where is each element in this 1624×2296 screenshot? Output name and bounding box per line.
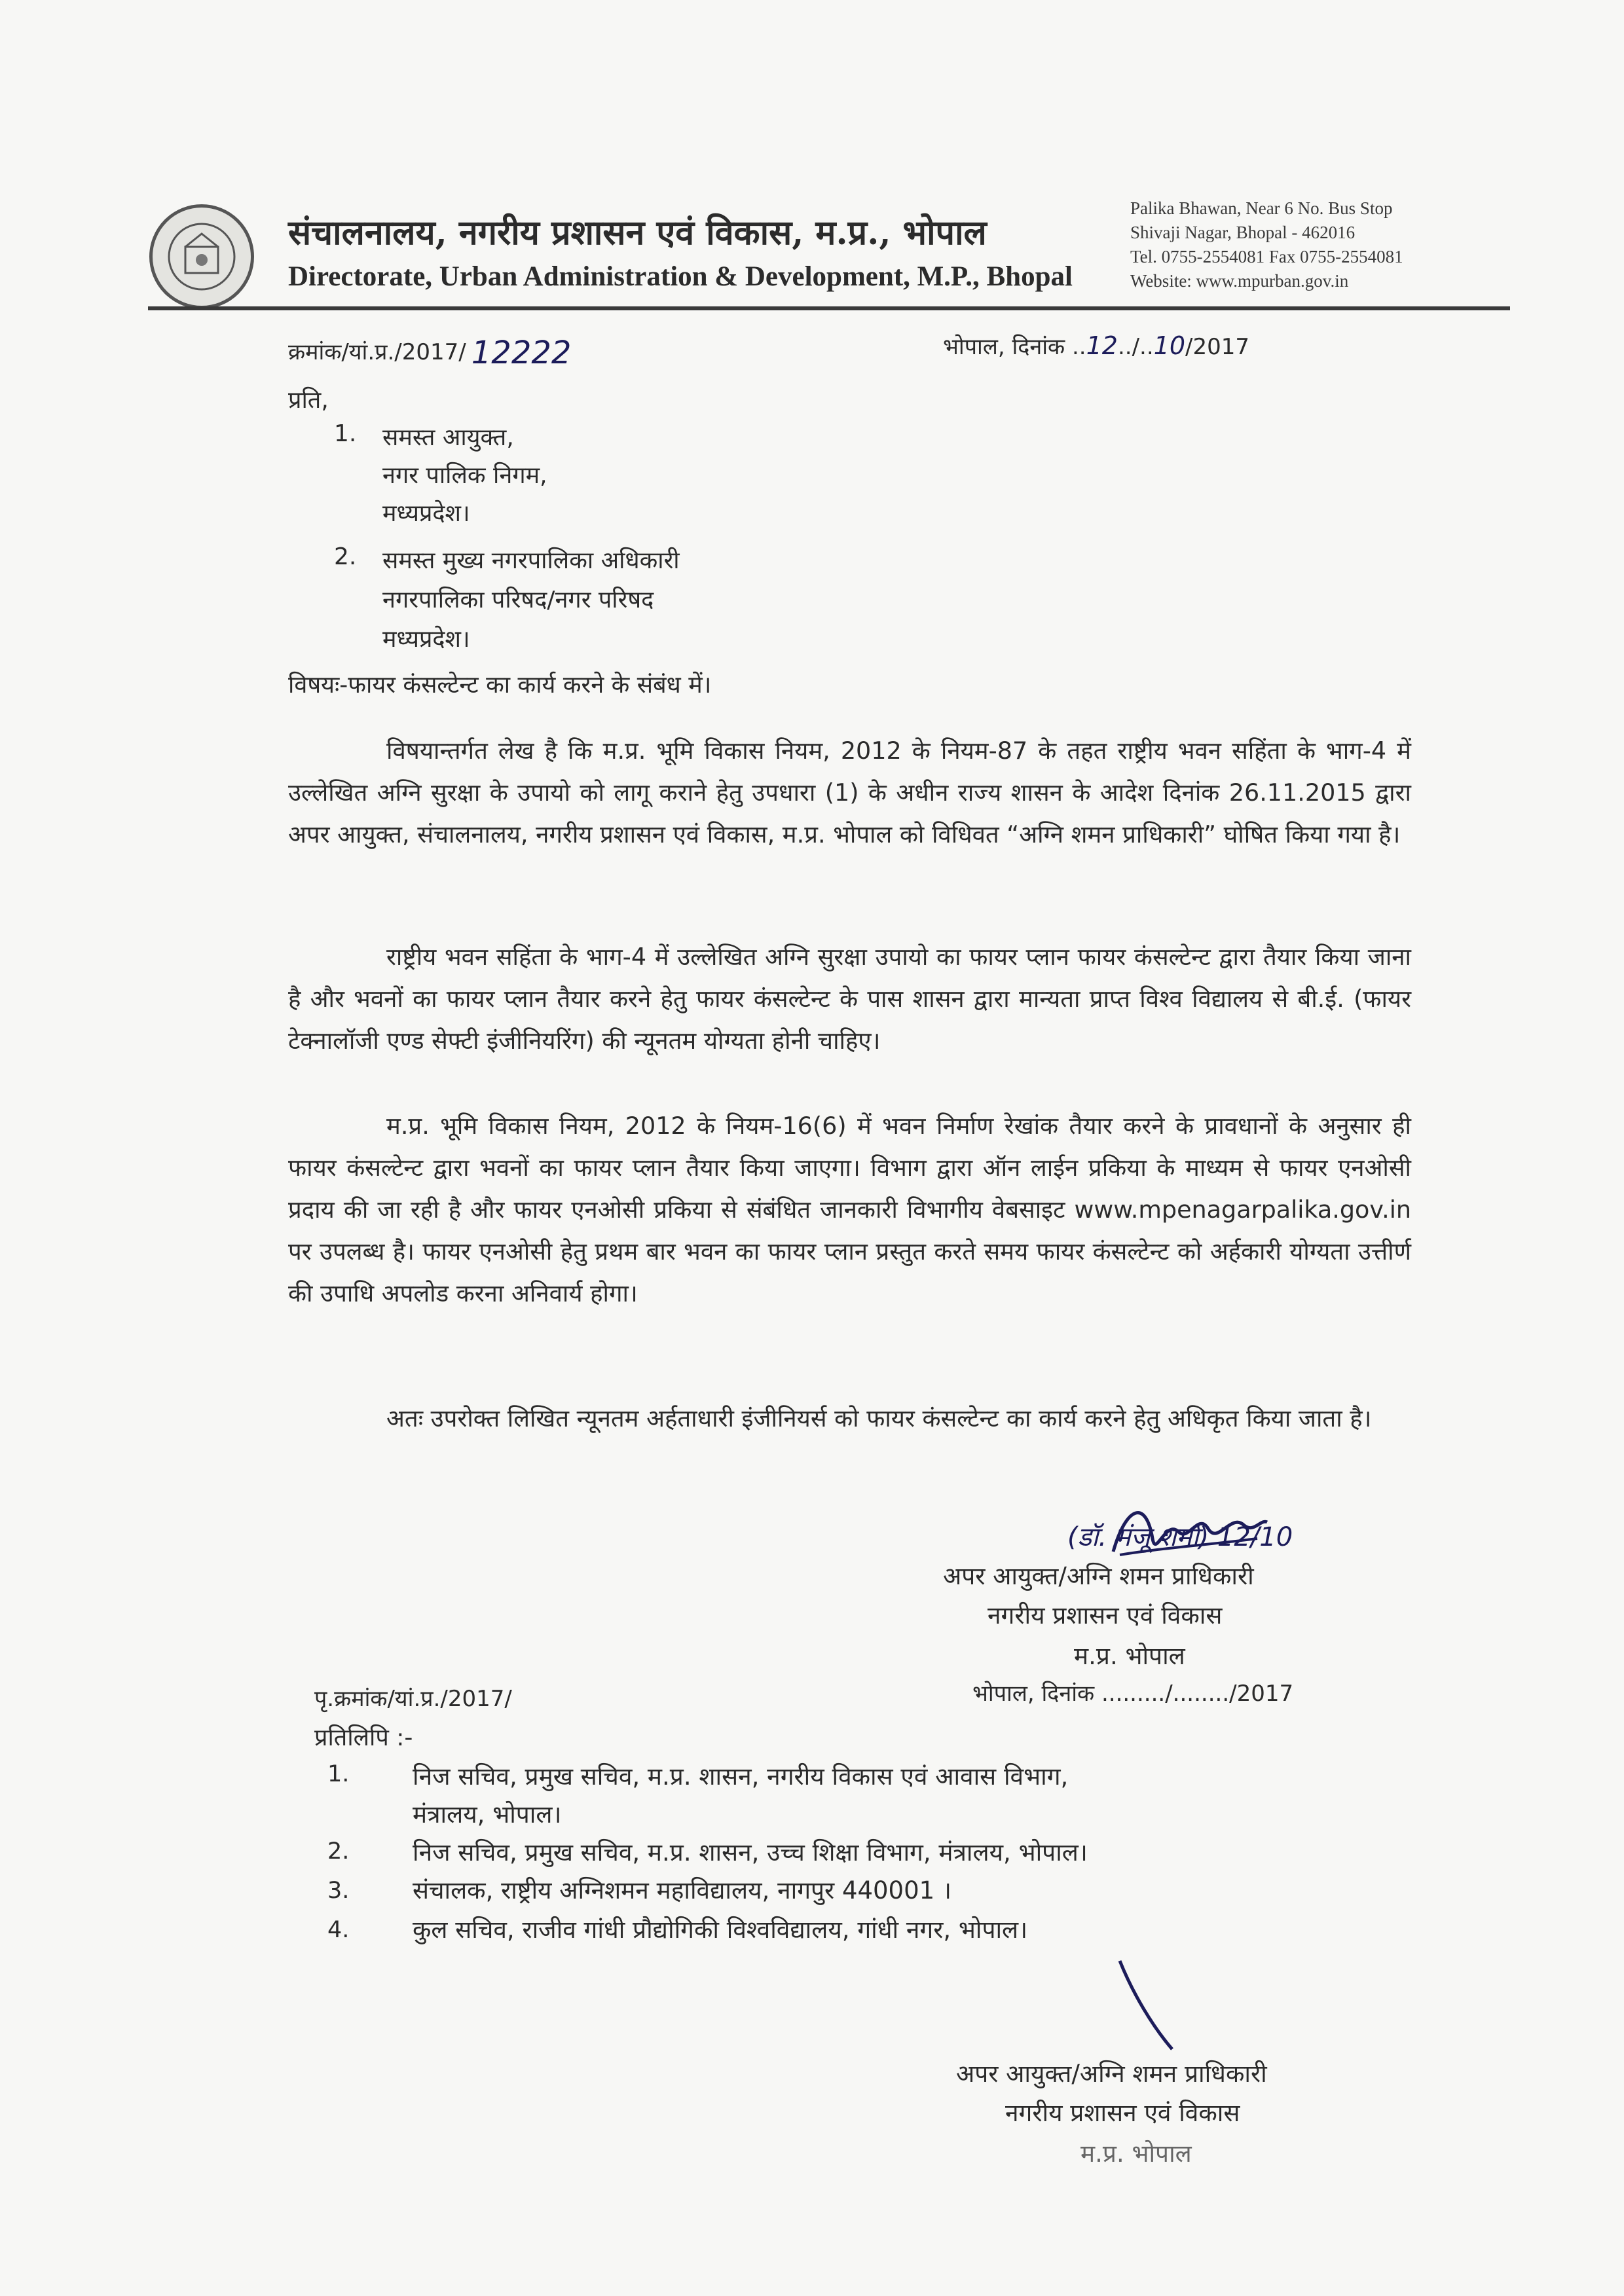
body-paragraph: अतः उपरोक्त लिखित न्यूनतम अर्हताधारी इंजीनियर्स को फायर कंसल्टेन्ट का कार्य करने हेतु अधिकृत किया जाता है।: [386, 1404, 1372, 1432]
subject-line: विषयः-फायर कंसल्टेन्ट का कार्य करने के संबंध में।: [288, 672, 712, 699]
copy-recipient: संचालक, राष्ट्रीय अग्निशमन महाविद्यालय, नागपुर 440001 ।: [413, 1876, 951, 1904]
reference-number-handwritten: 12222: [471, 335, 572, 371]
addressee-line: समस्त मुख्य नगरपालिका अधिकारी: [382, 547, 680, 574]
addressee-line: मध्यप्रदेश।: [382, 500, 470, 527]
signatory-department: नगरीय प्रशासन एवं विकास: [987, 1601, 1223, 1630]
signatory-designation: अपर आयुक्त/अग्नि शमन प्राधिकारी: [943, 1562, 1254, 1590]
signature-date-mark: 12/10: [1217, 1522, 1293, 1552]
copy-heading: प्रतिलिपि :-: [314, 1724, 413, 1751]
copy-recipient: निज सचिव, प्रमुख सचिव, म.प्र. शासन, नगरीय विकास एवं आवास विभाग,: [413, 1762, 1069, 1791]
reference-prefix: क्रमांक/यां.प्र./2017/: [288, 339, 466, 365]
copy-reference-date: भोपाल, दिनांक ........./......../2017: [972, 1681, 1294, 1707]
address-line: Palika Bhawan, Near 6 No. Bus Stop: [1130, 198, 1393, 218]
copy-recipient: मंत्रालय, भोपाल।: [413, 1800, 562, 1829]
addressee-line: समस्त आयुक्त,: [382, 424, 514, 451]
copy-number: 3.: [327, 1878, 350, 1904]
reference-date: भोपाल, दिनांक ..12../..10/2017: [943, 331, 1249, 360]
signatory-name: (डॉ. मंजू शर्मा): [1067, 1522, 1209, 1552]
address-line: Tel. 0755-2554081 Fax 0755-2554081: [1130, 247, 1403, 266]
letterhead-title-english: Directorate, Urban Administration & Development, M.P., Bhopal: [288, 261, 1073, 292]
date-day-handwritten: 12: [1086, 331, 1118, 360]
letterhead-title-hindi: संचालनालय, नगरीय प्रशासन एवं विकास, म.प्र., भोपाल: [288, 213, 987, 253]
copy-number: 1.: [327, 1761, 350, 1787]
letterhead-divider: [148, 306, 1510, 310]
addressee-line: नगरपालिका परिषद/नगर परिषद: [382, 587, 654, 613]
addressee-number: 1.: [334, 420, 357, 447]
signatory-location: म.प्र. भोपाल: [1074, 1642, 1185, 1670]
date-month-handwritten: 10: [1153, 331, 1185, 360]
copy-recipient: निज सचिव, प्रमुख सचिव, म.प्र. शासन, उच्च शिक्षा विभाग, मंत्रालय, भोपाल।: [413, 1838, 1088, 1867]
body-paragraph: विषयान्तर्गत लेख है कि म.प्र. भूमि विकास नियम, 2012 के नियम-87 के तहत राष्ट्रीय भवन सहिंता के भाग-4 में उल्लेखित अग्नि सुरक्षा के उपायो को लागू कराने हेतु उपधारा (1) के अधीन राज्य शासन के आदेश दिनांक 26.11.2015 द्वारा अपर आयुक्त, संचालनालय, नगरीय प्रशासन एवं विकास, म.प्र. भोपाल को विधिवत “अग्नि शमन प्राधिकारी” घोषित किया गया है।: [288, 737, 1411, 848]
letterhead-address: [1130, 196, 1523, 293]
addressee-number: 2.: [334, 543, 357, 570]
signatory-name-handwritten: [1067, 1518, 1293, 1554]
copy-reference-number: पृ.क्रमांक/यां.प्र./2017/: [314, 1686, 512, 1712]
state-emblem-icon: [149, 204, 254, 309]
signatory-designation: अपर आयुक्त/अग्नि शमन प्राधिकारी: [956, 2060, 1267, 2088]
address-line: Website: www.mpurban.gov.in: [1130, 271, 1349, 291]
addressee-line: मध्यप्रदेश।: [382, 626, 470, 653]
signatory-location: म.प्र. भोपाल: [1080, 2140, 1192, 2168]
handwritten-initial-mark: [1113, 1954, 1192, 2052]
date-year: /2017: [1185, 334, 1249, 360]
body-paragraph: राष्ट्रीय भवन सहिंता के भाग-4 में उल्लेखित अग्नि सुरक्षा उपायो का फायर प्लान फायर कंसल्टेन्ट द्वारा तैयार किया जाना है और भवनों का फायर प्लान तैयार करने हेतु फायर कंसल्टेन्ट के पास शासन द्वारा मान्यता प्राप्त विश्व विद्यालय से बी.ई. (फायर टेक्नालॉजी एण्ड सेफ्टी इंजीनियरिंग) की न्यूनतम योग्यता होनी चाहिए।: [288, 943, 1411, 1055]
signatory-department: नगरीय प्रशासन एवं विकास: [1005, 2099, 1240, 2127]
copy-number: 2.: [327, 1838, 350, 1865]
copy-recipient: कुल सचिव, राजीव गांधी प्रौद्योगिकी विश्वविद्यालय, गांधी नगर, भोपाल।: [413, 1916, 1028, 1944]
copy-number: 4.: [327, 1917, 350, 1943]
to-label: प्रति,: [288, 387, 329, 414]
reference-number: [288, 331, 572, 371]
body-paragraph: म.प्र. भूमि विकास नियम, 2012 के नियम-16(6) में भवन निर्माण रेखांक तैयार करने के प्रावधानों के अनुसार ही फायर कंसल्टेन्ट द्वारा भवनों का फायर प्लान तैयार किया जाएगा। विभाग द्वारा ऑन लाईन प्रकिया के माध्यम से फायर एनओसी प्रदाय की जा रही है और फायर एनओसी प्रकिया से संबंधित जानकारी विभागीय वेबसाइट www.mpenagarpalika.gov.in पर उपलब्ध है। फायर एनओसी हेतु प्रथम बार भवन का फायर प्लान प्रस्तुत करते समय फायर कंसल्टेन्ट को अर्हकारी योग्यता उत्तीर्ण की उपाधि अपलोड करना अनिवार्य होगा।: [288, 1112, 1412, 1307]
date-prefix: भोपाल, दिनांक: [943, 334, 1065, 360]
address-line: Shivaji Nagar, Bhopal - 462016: [1130, 223, 1356, 242]
addressee-line: नगर पालिक निगम,: [382, 462, 547, 489]
